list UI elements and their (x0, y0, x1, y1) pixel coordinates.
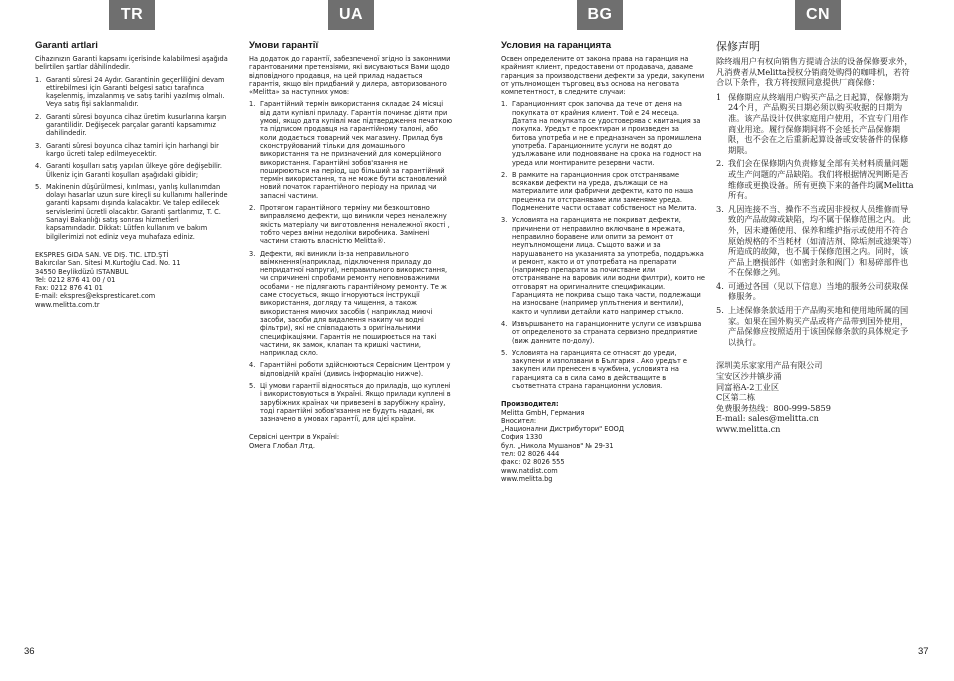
address-line: Bakırcılar San. Sitesi M.Kurtoğlu Cad. No. 11 (35, 259, 181, 268)
list-item: 5. Условията на гаранцията се отнасят до уреди, закупени и използвани в България . Ако уредът е закупен или пренесен в чужбина, условията на гаранцията са в сила само в действащите в съответната страна гаранционни условия. (501, 348, 687, 390)
manufacturer-heading: Производител: (501, 400, 559, 409)
list-item: 3. Условията на гаранцията не покриват дефекти, причинени от неправилно включване в мрежата, неправилно боравене или опити за ремонт от неупълномощени лица. Същото важи и за нарушаването на указанията за употреба, поддръжка и ремонт, както и от употребата на препарати (например препарати за почистване или отстраняване на варовик или водни филтри), които не отговарят на оригиналните спецификации. Гаранцията не покрива също така части, подлежащи на износване (например уплътнения и вентили), както и чупливи детайли като например стъкло. (501, 216, 705, 316)
company-name: Омега Глобал Лтд. (249, 441, 315, 450)
website-link: www.melitta.cn (716, 424, 781, 434)
list-item: 1 保修期应从终端用户购买产品之日起算，保修期为24个月，产品购买日期必须以购买收据的日期为准。该产品设计仅供家庭用户使用，不宜专门用作商业用途。履行保修期间将不会延长产品保修期限，也不会在之后重新起算设备或安装备件的保修期限。 (716, 91, 909, 155)
list-item: 1. Гаранционният срок започва да тече от деня на покупката от крайния клиент. Той е 24 месеца. Датата на покупката се удостоверява с квитанция за покупка. Уредът е проектиран и произведен за битова употреба и не е предназначен за промишлена употреба. Гаранционните услуги не водят до удължаване или подновяване на срока на годност на уреда или монтираните резервни части. (501, 100, 702, 167)
contact-block (501, 400, 705, 483)
list-item: 5. Makinenin düşürülmesi, kırılması, yanlış kullanımdan dolayı hasarlar uzun sure kireçli su kullanımı hallerinde garanti kapsamı dışında kalacaktır. Ve talep edilecek servislerimi ücretli olacaktır. Garanti şartlarımız, T. C. Sanayi Bakanlığı satış sonrası hizmetleri kapsamındadır. Dikkat: Lütfen kullanım ve bakım bilgilerimizi not ediniz veya muhafaza ediniz. (35, 182, 228, 241)
list-item: 2. В рамките на гаранционния срок отстраняваме всякакви дефекти на уреда, дължащи се на материалите или фабрични дефекти, като по наша преценка ги отстраняваме или заменяме уреда. Подменените части остават собственост на Мелита. (501, 170, 697, 213)
list-item: 4. 可通过各国（见以下信息）当地的服务公司获取保修服务。 (716, 280, 909, 302)
list-item: 2. 我们会在保修期内负责修复全部有关材料质量问题或生产问题的产品缺陷。我们将根据情况判断是否维修或更换设备。所有更换下来的备件均属Melitta所有。 (716, 158, 914, 201)
page-number-right: 37 (918, 646, 929, 657)
list-item: 1. Гарантійний термін використання складає 24 місяці від дати купівлі приладу. Гарантія починає діяти при умові, якщо дата купівлі має підтвердження печаткою та підписом продавця на гарантійному талоні, або коли додається товарний чек магазину. Прилад був сконструйований тільки для домашнього використання та не призначений для комерційного використання. Гарантійні зобов'язання не поширюються на період, що більший за гарантійний термін використання, та не може бути встановлений новий початок гарантійного періоду на прилад чи запасні частини. (249, 100, 453, 200)
address-line: 同富裕A-2工业区 (716, 381, 780, 392)
page-number-left: 36 (24, 646, 35, 657)
language-tab-cn: CN (795, 0, 841, 30)
fax-number: Fax: 0212 876 41 01 (35, 284, 103, 293)
section-title: 保修声明 (716, 40, 760, 53)
list-item: 4. Garanti koşulları satış yapılan ülkeye göre değişebilir. Ülkeniz için Garanti koşulları aşağıdaki gibidir; (35, 162, 222, 179)
list-item: 1. Garanti süresi 24 Aydır. Garantinin geçerliliğini devam ettirebilmesi için Garanti belgesi satıcı tarafınca kaşelenmiş, imzalanmış ve satış tarihi yazılmış olmalı. Veya satış fişi saklanmalıdır. (35, 75, 225, 109)
importer-heading: Вносител: (501, 416, 537, 425)
list-item: 5. Ці умови гарантії відносяться до приладів, що куплені і використовуються в Україні. Якщо прилади куплені в зарубіжних країнах чи привезені в зарубіжну країну, тоді гарантійні зобов'язання не будуть надані, як зазначено в умовах гарантії, для цієї країни. (249, 381, 451, 424)
address-line: София 1330 (501, 433, 543, 442)
intro-text: На додаток до гарантії, забезпеченої згідно із законними гарантованими претензіями, які висуваються Вами щодо відповідного продавця, на цей прилад надається гарантія, якщо він придбаний у дилера, авторизованого «Melitta» за наступних умов: (249, 55, 451, 97)
intro-text: Cihazınızın Garanti kapsamı içerisinde kalabilmesi aşağıda belirtilen şartlar dâhilindedir. (35, 55, 228, 72)
phone-number: тел: 02 8026 444 (501, 450, 560, 459)
address-line: 宝安区沙井镇步涌 (716, 371, 782, 382)
company-name: EKSPRES GIDA SAN. VE DIŞ. TIC. LTD.ŞTİ (35, 250, 169, 259)
list-item: 4. Гарантійні роботи здійснюються Сервісним Центром у відповідній країні (дивись інформацію нижче). (249, 361, 451, 378)
address-line: C区第二栋 (716, 392, 756, 403)
list-item: 4. Извършването на гаранционните услуги се извършва от определеното за страната сервизно предприятие (виж данните по-долу). (501, 319, 702, 345)
section-title: Условия на гаранцията (501, 40, 612, 51)
list-item: 3. Дефекти, які виникли із-за неправильного ввімкнення(наприклад, підключення приладу до непридатної напруги), неправильного використання, чи спричиненi спробами ремонту неповноважними особами - не підлягають гарантійному ремонту. Те ж саме стосується, якщо ігноруються інструкції використання, догляду та чищення, а також використання миючих засобів ( наприклад миючі засоби, засоби для видалення накипу чи водні фільтри), які не співпадають з оригінальними специфікаціями. Гарантія не поширюється на такі частини, як замок, клапан та кришкі частини, наприклад скло. (249, 249, 448, 358)
service-centers-heading: Сервісні центри в Україні: (249, 433, 340, 442)
company-name: 深圳美乐家家用产品有限公司 (716, 360, 823, 371)
warranty-section-cn (716, 40, 916, 435)
email-address: E-mail: ekspres@ekspresticaret.com (35, 292, 156, 301)
address-line: 34550 Beylikdüzü ISTANBUL (35, 267, 129, 276)
list-item: 3. Garanti süresi boyunca cihaz tamiri için harhangi bir kargo ücreti talep edilmeyecektir. (35, 141, 219, 158)
warranty-section-tr (35, 40, 231, 309)
warranty-section-bg (501, 40, 705, 483)
phone-number: Tel: 0212 876 41 00 / 01 (35, 275, 116, 284)
warranty-terms-list (249, 100, 454, 423)
company-name: „Национални Дистрибутори" ЕООД (501, 425, 624, 434)
company-name: Melitta GmbH, Германия (501, 408, 585, 417)
section-title: Garanti artlari (35, 40, 98, 51)
warranty-terms-list (716, 92, 916, 348)
intro-text: Освен определените от закона права на гаранция на крайният клиент, предоставени от продавача, даваме гаранция за производствени дефекти за уреди, закупени от упълномощен търговец въз основа на неговата компетентност, в следните случаи: (501, 55, 705, 97)
list-item: 2. Garanti süresi boyunca cihaz üretim kusurlarına karşın garantilidir. Değişecek parçalar garanti kapsamımız dahilindedir. (35, 112, 227, 138)
warranty-terms-list (35, 76, 231, 241)
contact-block (716, 360, 916, 434)
intro-text: 除终端用户有权向销售方提请合法的设备保修要求外，凡消费者从Melitta授权分销商处购得的咖啡机，若符合以下条件，我方将按照同意提供厂商保修： (716, 56, 913, 88)
warranty-section-ua (249, 40, 454, 450)
phone-number: 免费服务热线：800-999-5859 (716, 402, 831, 413)
website-link: www.melitta.bg (501, 474, 553, 483)
section-title: Умови гарантії (249, 40, 319, 51)
list-item: 5. 上述保修条款适用于产品购买地和使用地所属的国家。如果在国外购买产品或将产品带到国外使用，产品保修应按照适用于该国保修条款的具体规定予以执行。 (716, 305, 909, 347)
website-link: www.natdist.com (501, 466, 558, 475)
language-tab-ua: UA (328, 0, 374, 30)
fax-number: факс: 02 8026 555 (501, 458, 565, 467)
warranty-terms-list (501, 100, 705, 390)
email-address: E-mail: sales@melitta.cn (716, 413, 819, 424)
website-link: www.melitta.com.tr (35, 300, 100, 309)
list-item: 3. 凡因连接不当、操作不当或因非授权人员维修而导致的产品故障或缺陷，均不属于保修范围之内。 此外，因未遵循使用、保养和维护指示或使用不符合原始规格的不当耗材（如清洁剂、除垢剂或滤架等）所造成的故障，也不属于保修范围之内。同时，该产品上磨损部件（如密封条和阀门）和易碎部件也不在保修之列。 (716, 203, 913, 278)
language-tab-bg: BG (577, 0, 623, 30)
language-tab-tr: TR (109, 0, 155, 30)
address-line: бул. „Никола Мушанов" № 29-31 (501, 441, 614, 450)
contact-block (249, 433, 454, 450)
contact-block (35, 251, 231, 309)
list-item: 2. Протягом гарантійного терміну ми безкоштовно виправляємо дефекти, що виникли через неналежну якість матеріалу чи виготовлення неналежної якості , тобто через вміни недоліки виробника. Замінені частини стають власністю Melitta®. (249, 204, 450, 246)
